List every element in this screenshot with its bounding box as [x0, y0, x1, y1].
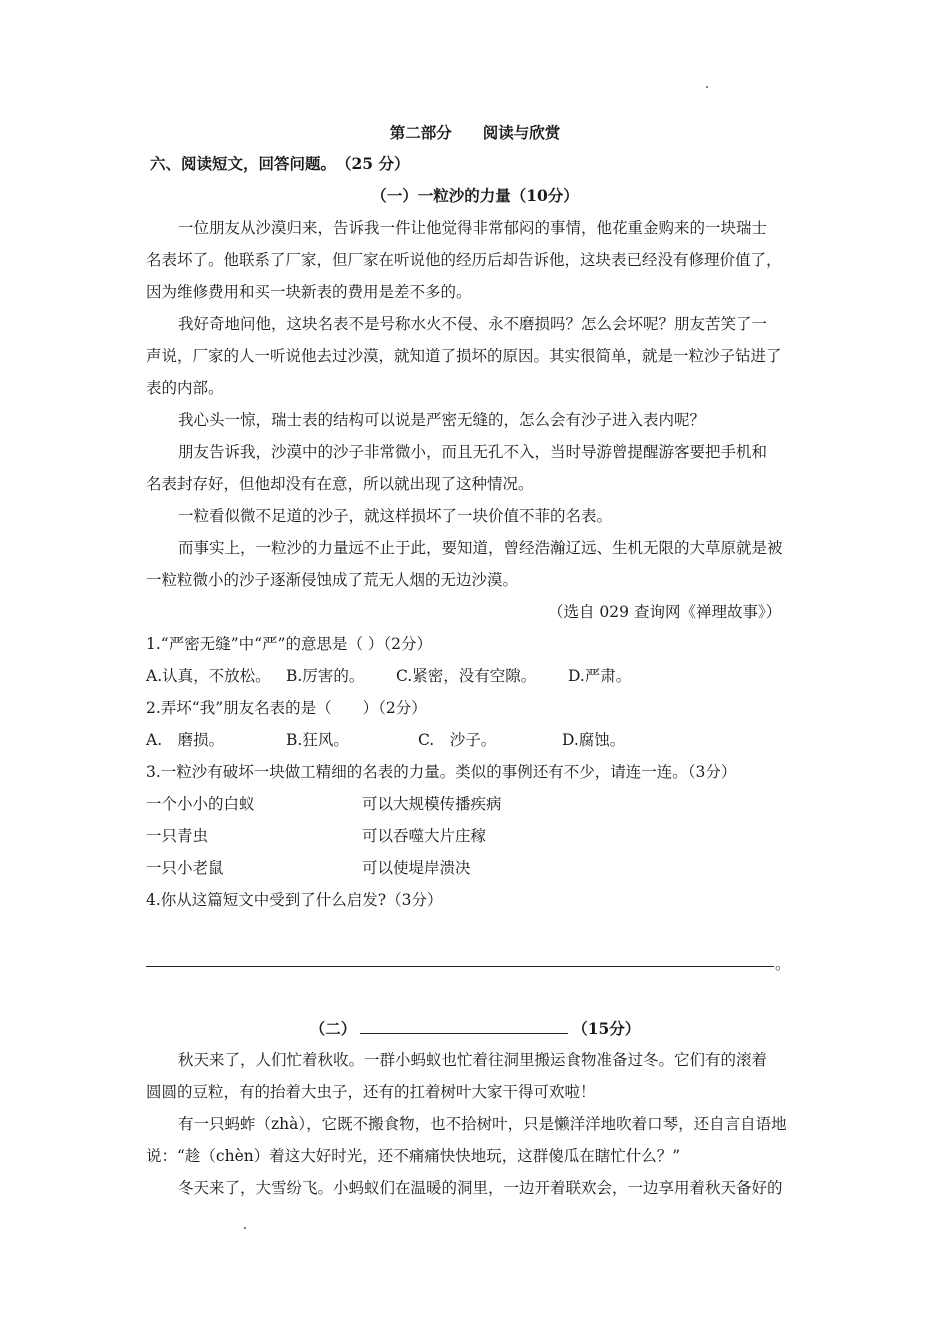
question-3: 3.一粒沙有破坏一块做工精细的名表的力量。类似的事例还有不少，请连一连。（3分）: [146, 763, 737, 781]
question-2: 2.弄坏“我”朋友名表的是（ ）（2分）: [146, 699, 427, 717]
passage2-title-suffix: （15分）: [572, 1019, 641, 1038]
match-left-item: 一个小小的白蚁: [146, 795, 255, 813]
match-right-item: 可以使堤岸溃决: [362, 859, 471, 877]
bottom-speck: [244, 1227, 246, 1229]
match-left-item: 一只青虫: [146, 827, 209, 845]
q2-option-c: C. 沙子。: [418, 731, 497, 749]
q4-period: 。: [775, 955, 791, 973]
q1-option-c: C.紧密，没有空隙。: [396, 667, 537, 685]
passage1-line: 名表坏了。他联系了厂家，但厂家在听说他的经历后却告诉他，这块表已经没有修理价值了，: [146, 251, 782, 269]
passage2-line: 秋天来了，人们忙着秋收。一群小蚂蚁也忙着往洞里搬运食物准备过冬。它们有的滚着: [178, 1051, 768, 1069]
title-blank[interactable]: [360, 1017, 568, 1034]
passage1-source: （选自 029 查询网《禅理故事》）: [548, 603, 782, 621]
passage1-line: 一粒粒微小的沙子逐渐侵蚀成了荒无人烟的无边沙漠。: [146, 571, 519, 589]
q1-option-a: A.认真，不放松。: [146, 667, 271, 685]
passage1-line: 一粒看似微不足道的沙子，就这样损坏了一块价值不菲的名表。: [178, 507, 613, 525]
passage2-line: 冬天来了，大雪纷飞。小蚂蚁们在温暖的洞里，一边开着联欢会，一边享用着秋天备好的: [178, 1179, 783, 1197]
q2-option-d: D.腐蚀。: [562, 731, 626, 749]
top-speck: [706, 86, 708, 88]
q1-option-b: B.厉害的。: [286, 667, 365, 685]
passage1-line: 我好奇地问他，这块名表不是号称水火不侵、永不磨损吗？怎么会坏呢？朋友苦笑了一: [178, 315, 768, 333]
passage2-line: 圆圆的豆粒，有的抬着大虫子，还有的扛着树叶大家干得可欢啦！: [146, 1083, 596, 1101]
passage1-line: 因为维修费用和买一块新表的费用是差不多的。: [146, 283, 472, 301]
passage1-line: 我心头一惊，瑞士表的结构可以说是严密无缝的，怎么会有沙子进入表内呢？: [178, 411, 706, 429]
q2-option-b: B.狂风。: [286, 731, 349, 749]
passage1-line: 一位朋友从沙漠归来，告诉我一件让他觉得非常郁闷的事情，他花重金购来的一块瑞士: [178, 219, 768, 237]
passage1-line: 表的内部。: [146, 379, 224, 397]
passage2-line: 说：“趁（chèn）着这大好时光，还不痛痛快快地玩，这群傻瓜在瞎忙什么？”: [146, 1147, 681, 1165]
question-1: 1.“严密无缝”中“严”的意思是（ ）（2分）: [146, 635, 433, 653]
passage1-title: （一）一粒沙的力量（10分）: [371, 186, 579, 205]
passage1-line: 声说，厂家的人一听说他去过沙漠，就知道了损坏的原因。其实很简单，就是一粒沙子钻进了: [146, 347, 782, 365]
match-right-item: 可以吞噬大片庄稼: [362, 827, 487, 845]
passage2-title: [0, 1017, 950, 1040]
question-4: 4.你从这篇短文中受到了什么启发?（3分）: [146, 891, 443, 909]
q2-option-a: A. 磨损。: [146, 731, 225, 749]
passage1-line: 朋友告诉我，沙漠中的沙子非常微小，而且无孔不入，当时导游曾提醒游客要把手机和: [178, 443, 768, 461]
match-left-item: 一只小老鼠: [146, 859, 224, 877]
section-title: 第二部分 阅读与欣赏: [389, 123, 561, 142]
passage2-line: 有一只蚂蚱（zhà），它既不搬食物，也不拾树叶，只是懒洋洋地吹着口琴，还自言自语地: [178, 1115, 787, 1133]
passage1-line: 而事实上，一粒沙的力量远不止于此，要知道，曾经浩瀚辽远、生机无限的大草原就是被: [178, 539, 783, 557]
q1-option-d: D.严肃。: [568, 667, 632, 685]
q4-answer-line[interactable]: [146, 966, 774, 967]
question-header: 六、阅读短文，回答问题。 （25 分）: [150, 154, 410, 173]
match-right-item: 可以大规模传播疾病: [362, 795, 502, 813]
passage2-title-prefix: （二）: [309, 1019, 357, 1038]
passage1-line: 名表封存好，但他却没有在意，所以就出现了这种情况。: [146, 475, 534, 493]
